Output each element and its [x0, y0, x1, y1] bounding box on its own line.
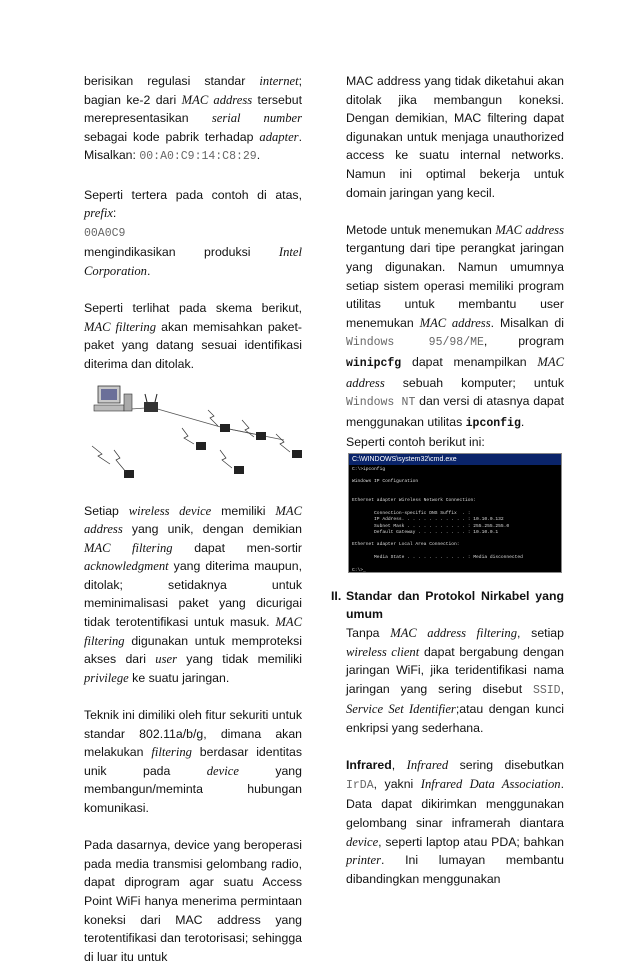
console-line: Ethernet adapter Wireless Network Connection:	[352, 498, 477, 504]
term-italic: MAC address	[84, 503, 302, 537]
paragraph: Seperti contoh berikut ini:	[346, 435, 485, 450]
term-italic: Infrared	[406, 758, 449, 773]
console-line: C:\>_	[352, 567, 366, 573]
paragraph	[346, 624, 564, 738]
section-number: II.	[331, 588, 342, 603]
paragraph	[346, 756, 564, 888]
term-italic: adapter	[259, 129, 299, 144]
console-line: Windows IP Configuration	[352, 479, 419, 485]
wireless-device-icon	[208, 410, 230, 432]
command-name: ipconfig	[465, 416, 521, 430]
term-bold: Infrared	[346, 758, 392, 773]
term-italic: MAC filtering	[84, 319, 157, 334]
wireless-device-icon	[92, 446, 134, 478]
term-italic: MAC address	[346, 354, 564, 390]
prefix-value: 00A0C9	[84, 226, 126, 240]
text: . Data dapat dikirimkan menggunakan gelombang sinar inframerah diantara	[346, 776, 564, 830]
term-italic: MAC address	[181, 92, 253, 107]
term-italic: device	[346, 834, 379, 849]
term-italic: device	[206, 763, 239, 778]
section-title: Standar dan Protokol Nirkabel yang umum	[346, 588, 564, 622]
wireless-device-icon	[220, 450, 244, 474]
text: . Ini lumayan membantu dibandingkan menggunakan	[346, 853, 564, 886]
text: , setiap	[517, 626, 564, 641]
text: yang unik, dengan demikian	[122, 522, 302, 537]
console-line: Subnet Mask . . . . . . . . . . . : 255.255.255.0	[352, 523, 510, 529]
paragraph	[84, 186, 302, 281]
paragraph	[84, 836, 302, 966]
text: ;atau dengan kunci enkripsi yang sederhana.	[346, 702, 564, 736]
text: .	[146, 263, 151, 278]
console-line: Ethernet adapter Local Area Connection:	[352, 542, 460, 548]
text: dapat menampilkan	[401, 354, 538, 369]
windows-version: Windows 95/98/ME	[346, 336, 484, 350]
text: berisikan regulasi standar	[84, 74, 260, 88]
text: .	[520, 414, 525, 429]
windows-version: Windows NT	[346, 396, 416, 410]
text: ,	[391, 758, 407, 773]
wireless-device-icon	[242, 420, 266, 440]
paragraph	[84, 72, 302, 167]
ssid-term: SSID	[532, 683, 561, 697]
irda-term: IrDA	[346, 778, 374, 792]
term-italic: prefix	[84, 206, 113, 221]
console-line: C:\>ipconfig	[352, 466, 386, 472]
term-italic: Intel Corporation	[84, 245, 302, 278]
text: dapat men-sortir	[172, 540, 302, 555]
text: ,	[560, 681, 564, 696]
access-point-icon	[144, 394, 158, 412]
text: yang diterima maupun, ditolak; setidaknya untuk meminimalisasi paket yang dicurigai tidak terotentifikasi untuk masuk.	[84, 559, 302, 630]
text: tersebut merepresentasikan	[84, 92, 302, 126]
computer-icon	[94, 386, 132, 411]
term-italic: wireless client	[346, 644, 420, 659]
text: sebagai kode pabrik terhadap	[84, 129, 260, 144]
text: Seperti tertera pada contoh di atas,	[84, 187, 302, 202]
term-italic: MAC address	[495, 222, 564, 237]
text: sebuah komputer; untuk	[384, 375, 564, 390]
cmd-screenshot	[348, 453, 562, 573]
mac-example: 00:A0:C9:14:C8:29	[139, 150, 257, 164]
term-italic: internet	[259, 74, 299, 88]
text: Setiap	[84, 503, 129, 518]
text: dan versi di atasnya dapat menggunakan utilitas	[346, 394, 565, 429]
console-line: IP Address. . . . . . . . . . . . : 10.10.0.132	[352, 517, 504, 523]
text: Metode untuk menemukan	[346, 222, 496, 237]
wireless-device-icon	[276, 434, 302, 458]
text: sering disebutkan	[448, 758, 564, 773]
cmd-console-output	[349, 465, 561, 576]
command-name: winipcfg	[346, 356, 402, 370]
paragraph	[346, 221, 564, 434]
paragraph	[84, 706, 302, 818]
text: dapat bergabung dengan jaringan WiFi, jika teridentifikasi nama jaringan yang sering disebut	[346, 644, 564, 696]
term-italic: acknowledgment	[84, 559, 169, 574]
text: Pada dasarnya, device yang beroperasi pada media transmisi gelombang radio, dapat diprogram agar suatu Access Point WiFi hanya menerima permintaan koneksi dari MAC address yang terotentifikasi dan terotorisasi; sehingga di luar itu untuk	[84, 838, 302, 964]
text: , program	[483, 334, 565, 349]
term-italic: privilege	[84, 670, 129, 685]
text: yang membangun/meminta hubungan komunikasi.	[84, 763, 302, 815]
network-diagram-svg	[84, 380, 302, 492]
text: , yakni	[373, 776, 421, 791]
text: . Misalkan di	[490, 315, 565, 330]
term-italic: serial number	[211, 111, 302, 126]
paragraph	[346, 72, 564, 202]
text: akan memisahkan paket-paket yang datang sesuai identifikasi diterima dan ditolak.	[84, 319, 302, 371]
right-column	[331, 72, 565, 888]
text: . Misalkan:	[84, 129, 302, 163]
term-italic: printer	[346, 853, 381, 868]
wireless-device-icon	[182, 428, 206, 450]
text: MAC address yang tidak diketahui akan ditolak jika membangun koneksi. Dengan demikian, MAC filtering dapat digunakan untuk menjaga unauthorized access ke suatu internal networks. Namun ini optimal bekerja untuk domain jaringan yang kecil.	[346, 74, 564, 200]
text: , seperti laptop atau PDA; bahkan	[378, 834, 564, 849]
term-italic: MAC address filtering	[390, 626, 518, 641]
text: memiliki	[211, 503, 276, 518]
term-italic: MAC filtering	[84, 540, 173, 555]
text: Seperti terlihat pada skema berikut,	[84, 301, 302, 316]
console-line: Media State . . . . . . . . . . . : Media disconnected	[352, 555, 523, 561]
text: yang tidak memiliki	[176, 652, 302, 667]
text: Teknik ini dimiliki oleh fitur sekuriti untuk standar 802.11a/b/g, dimana akan melakukan	[84, 708, 302, 760]
mac-filtering-diagram	[84, 380, 302, 492]
term-italic: MAC address	[419, 315, 491, 330]
paragraph	[84, 299, 302, 373]
console-line: Connection-specific DNS Suffix . :	[352, 510, 471, 516]
term-italic: Service Set Identifier	[346, 702, 456, 717]
text: digunakan untuk memproteksi akses dari	[84, 633, 302, 667]
term-italic: filtering	[151, 745, 192, 760]
section-heading	[331, 587, 564, 624]
term-italic: MAC filtering	[84, 615, 302, 648]
text: Tanpa	[346, 626, 391, 641]
console-line: Default Gateway . . . . . . . . . : 10.10.0.1	[352, 529, 499, 535]
text: berdasar identitas unik pada	[84, 745, 303, 778]
left-column	[84, 72, 302, 966]
term-italic: user	[155, 652, 177, 667]
term-italic: Infrared Data Association	[420, 776, 561, 791]
text: ; bagian ke-2 dari	[84, 74, 302, 107]
term-italic: wireless device	[128, 503, 212, 518]
text: mengindikasikan produksi	[84, 245, 279, 260]
text: :	[112, 206, 117, 221]
text: .	[256, 148, 261, 163]
cmd-titlebar: C:\WINDOWS\system32\cmd.exe	[349, 454, 561, 465]
text: tergantung dari tipe perangkat jaringan yang digunakan. Namun umumnya setiap sistem operasi memiliki program utilitas untuk membantu user menemukan	[346, 241, 564, 330]
text: ke suatu jaringan.	[128, 670, 230, 685]
paragraph	[84, 502, 302, 688]
